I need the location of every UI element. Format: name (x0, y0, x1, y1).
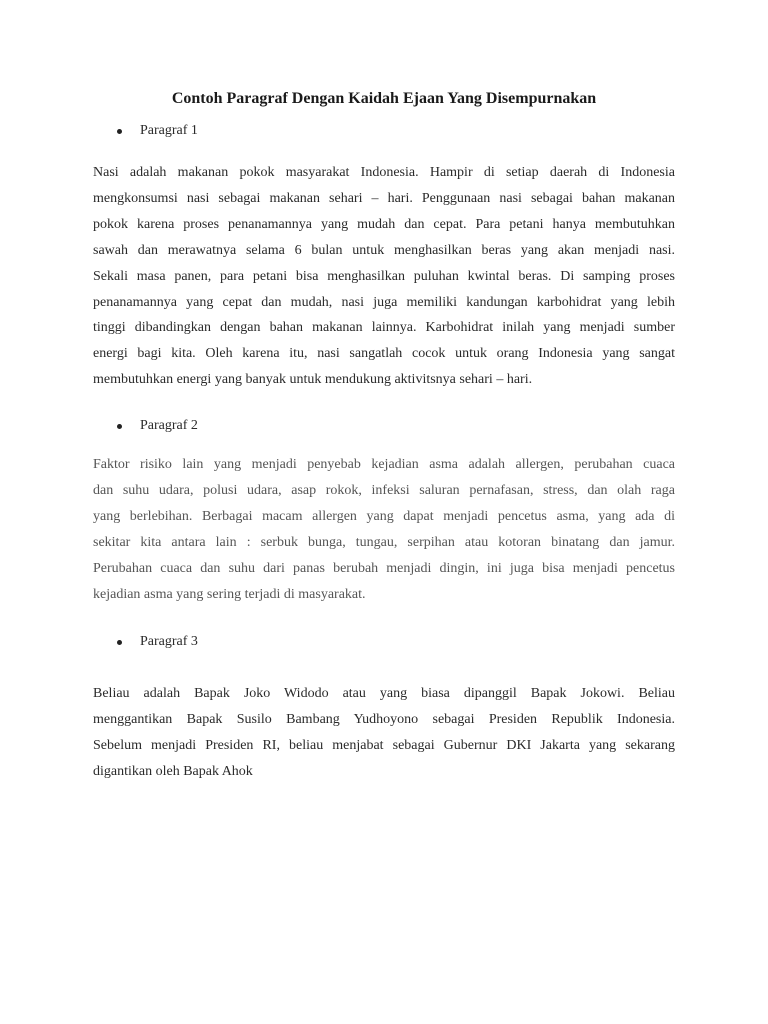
paragraph-line: Faktor risiko lain yang menjadi penyebab kejadian asma adalah allergen, perubahan cuaca (93, 457, 675, 472)
paragraph-line: kejadian asma yang sering terjadi di masyarakat. (93, 586, 366, 602)
paragraph-line: mengkonsumsi nasi sebagai makanan sehari – hari. Penggunaan nasi sebagai bahan makanan (93, 190, 675, 206)
paragraph-line: yang berlebihan. Berbagai macam allergen yang dapat menjadi pencetus asma, yang ada di (93, 508, 675, 524)
bullet-paragraf-3 (117, 632, 198, 652)
paragraph-line: Nasi adalah makanan pokok masyarakat Indonesia. Hampir di setiap daerah di Indonesia (93, 165, 675, 180)
paragraph-line: sekitar kita antara lain : serbuk bunga, tungau, serpihan atau kotoran binatang dan jamur. (93, 534, 675, 550)
document-title: Contoh Paragraf Dengan Kaidah Ejaan Yang Disempurnakan (171, 90, 597, 107)
paragraph-line: dan suhu udara, polusi udara, asap rokok, infeksi saluran pernafasan, stress, dan olah raga (93, 482, 675, 498)
paragraph-line: tinggi dibandingkan dengan bahan makanan lainnya. Karbohidrat inilah yang menjadi sumber (93, 320, 675, 336)
paragraph-line: Sekali masa panen, para petani bisa menghasilkan puluhan kwintal beras. Di samping proses (93, 268, 675, 284)
bullet-dot-icon (117, 129, 122, 134)
bullet-paragraf-1 (117, 121, 198, 141)
paragraph-line: Sebelum menjadi Presiden RI, beliau menjabat sebagai Gubernur DKI Jakarta yang sekarang (93, 737, 675, 753)
paragraph-line: Beliau adalah Bapak Joko Widodo atau yang biasa dipanggil Bapak Jokowi. Beliau (93, 686, 675, 701)
section-heading: Paragraf 1 (140, 123, 198, 138)
paragraph-line: digantikan oleh Bapak Ahok (93, 763, 253, 779)
paragraph-line: energi bagi kita. Oleh karena itu, nasi sangatlah cocok untuk orang Indonesia yang sangat (93, 346, 675, 362)
paragraph-line: Perubahan cuaca dan suhu dari panas berubah menjadi dingin, ini juga bisa menjadi pencetus (93, 560, 675, 576)
paragraph-line: penanamannya yang cepat dan mudah, nasi juga memiliki kandungan karbohidrat yang lebih (93, 294, 675, 310)
paragraph-line: membutuhkan energi yang banyak untuk mendukung aktivitsnya sehari – hari. (93, 372, 533, 388)
paragraph-line: pokok karena proses penanamannya yang mudah dan cepat. Para petani hanya membutuhkan (93, 216, 675, 232)
paragraph-1 (93, 160, 675, 393)
bullet-dot-icon (117, 424, 122, 429)
bullet-paragraf-2 (117, 416, 198, 436)
paragraph-line: menggantikan Bapak Susilo Bambang Yudhoyono sebagai Presiden Republik Indonesia. (93, 711, 675, 727)
paragraph-3 (93, 681, 675, 785)
bullet-dot-icon (117, 640, 122, 645)
section-heading: Paragraf 3 (140, 634, 198, 649)
paragraph-line: sawah dan merawatnya selama 6 bulan untuk menghasilkan beras yang akan menjadi nasi. (93, 242, 675, 258)
paragraph-2 (93, 452, 675, 607)
section-heading: Paragraf 2 (140, 418, 198, 433)
